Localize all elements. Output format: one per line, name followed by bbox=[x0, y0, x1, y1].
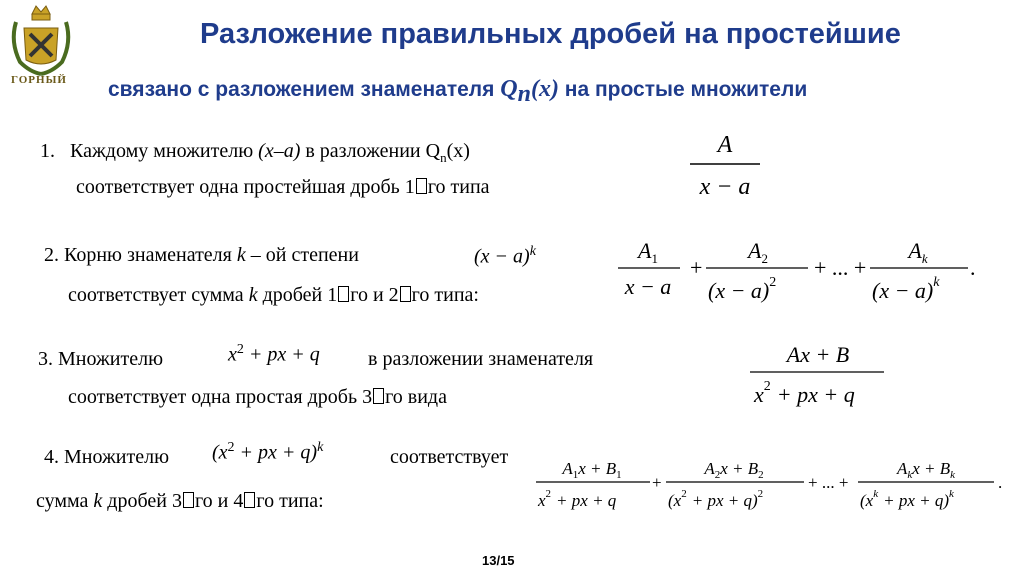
num-sub: k bbox=[907, 469, 913, 481]
item4-line2 bbox=[36, 490, 324, 513]
frac-den bbox=[872, 275, 940, 303]
ellipsis-sum: + ... + bbox=[814, 255, 867, 280]
item1-line2 bbox=[76, 176, 490, 199]
frac-num: Ax + B bbox=[786, 342, 850, 367]
item1-frac-den: x − a bbox=[699, 174, 751, 200]
item3-line1 bbox=[38, 348, 163, 371]
subscript: 2 bbox=[761, 251, 768, 266]
item4-line1 bbox=[44, 446, 169, 469]
den-rest: + px + q bbox=[556, 491, 617, 510]
logo-text: ГОРНЫЙ bbox=[11, 74, 67, 86]
den-power: 2 bbox=[757, 488, 764, 500]
A-term: A bbox=[638, 238, 652, 263]
frac-den bbox=[668, 488, 763, 510]
den-rest: + px + q) bbox=[691, 491, 758, 510]
den-exp: 2 bbox=[681, 488, 687, 500]
frac-den bbox=[860, 488, 955, 510]
frac-num bbox=[636, 238, 658, 266]
item1-factor: (x–a) bbox=[258, 140, 301, 162]
den-x: x bbox=[538, 491, 546, 510]
missing-glyph-box bbox=[338, 286, 349, 302]
page-number: 13/15 bbox=[482, 553, 515, 568]
frac-num bbox=[703, 459, 763, 481]
plus-sign: + bbox=[652, 473, 662, 492]
item2-line1 bbox=[44, 244, 359, 267]
item2-line2 bbox=[68, 284, 479, 307]
den-base: (x − a) bbox=[708, 278, 770, 303]
item2-line2-k: k bbox=[248, 284, 258, 306]
item1-line2-text: соответствует одна простейшая дробь 1 bbox=[76, 176, 415, 198]
period: . bbox=[970, 255, 976, 280]
den-rest: + px + q bbox=[776, 382, 855, 407]
num-A: A bbox=[704, 459, 715, 478]
item1-fraction bbox=[680, 124, 770, 208]
frac-den: x − a bbox=[624, 274, 672, 299]
missing-glyph-box bbox=[183, 492, 194, 508]
den-open: (x bbox=[668, 491, 682, 510]
num-sub2: k bbox=[950, 469, 956, 481]
den-exp: 2 bbox=[545, 488, 552, 500]
num-rest: x + B bbox=[720, 459, 759, 478]
missing-glyph-box bbox=[416, 178, 427, 194]
poly-exp: 2 bbox=[236, 342, 244, 357]
den-exp: k bbox=[933, 275, 940, 290]
item3-line2 bbox=[68, 386, 447, 409]
subtitle-n: n bbox=[517, 81, 531, 108]
item2-text-b: – ой степени bbox=[250, 244, 359, 266]
frac-num bbox=[896, 459, 956, 481]
frac-num bbox=[746, 238, 768, 266]
item2-power-exp: k bbox=[529, 244, 536, 259]
ellipsis-sum: + ... + bbox=[808, 473, 849, 492]
poly-rest: + px + q) bbox=[239, 441, 318, 464]
missing-glyph-box bbox=[244, 492, 255, 508]
item2-formula bbox=[608, 228, 1008, 316]
subtitle-Q: Q bbox=[500, 76, 518, 102]
item4-line2-text: сумма bbox=[36, 490, 89, 512]
den-rest: + px + q) bbox=[883, 491, 950, 510]
num-rest: x + B bbox=[578, 459, 617, 478]
item4-poly bbox=[212, 440, 323, 465]
subtitle-text: связано с разложением знаменателя bbox=[108, 78, 495, 101]
frac-num bbox=[906, 238, 927, 266]
frac-num bbox=[561, 459, 621, 481]
item1-frac-num: A bbox=[717, 132, 733, 158]
item3-poly bbox=[228, 342, 320, 367]
missing-glyph-box bbox=[373, 388, 384, 404]
poly-rest: + px + q bbox=[248, 343, 320, 366]
den-exp: k bbox=[873, 488, 879, 500]
subscript: k bbox=[921, 251, 928, 266]
period: . bbox=[998, 473, 1003, 492]
item4-text: 4. Множителю bbox=[44, 446, 170, 468]
num-A: A bbox=[896, 459, 908, 478]
item2-power bbox=[474, 244, 536, 269]
item1-line2-text-b: го типа bbox=[427, 176, 490, 198]
item2-text: 2. Корню знаменателя bbox=[44, 244, 232, 266]
page-subtitle bbox=[108, 76, 807, 108]
A-term: A bbox=[748, 238, 762, 263]
item3-line2-text: соответствует одна простая дробь 3 bbox=[68, 386, 373, 408]
crest-icon bbox=[6, 2, 76, 76]
item4-formula bbox=[528, 450, 1020, 524]
item3-text-b: в разложении знаменателя bbox=[368, 348, 594, 370]
item3-line2-text-b: го вида bbox=[385, 386, 447, 408]
item1-text: Каждому множителю bbox=[70, 140, 254, 162]
den-open: (x bbox=[860, 491, 874, 510]
num-rest: x + B bbox=[912, 459, 951, 478]
item4-text-b: соответствует bbox=[390, 446, 509, 468]
item1-line1 bbox=[40, 140, 470, 166]
subscript: 1 bbox=[651, 251, 658, 266]
frac-den bbox=[708, 275, 776, 303]
item2-line2-text-b: дробей 1 bbox=[262, 284, 338, 306]
item4-line2-text-d: го типа: bbox=[256, 490, 324, 512]
item3-text: 3. Множителю bbox=[38, 348, 164, 370]
plus-sign: + bbox=[690, 255, 703, 280]
item1-Q: Q bbox=[425, 140, 441, 162]
missing-glyph-box bbox=[400, 286, 411, 302]
item1-number: 1. bbox=[40, 140, 55, 162]
A-term: A bbox=[908, 238, 922, 263]
den-exp: 2 bbox=[763, 379, 771, 394]
num-A: A bbox=[562, 459, 573, 478]
item2-line2-text: соответствует сумма bbox=[68, 284, 244, 306]
num-sub: 2 bbox=[714, 469, 721, 481]
frac-den bbox=[753, 379, 855, 407]
poly-x: x bbox=[228, 343, 237, 366]
page-title: Разложение правильных дробей на простейшие bbox=[200, 18, 901, 50]
den-power: k bbox=[949, 488, 954, 500]
den-x: x bbox=[754, 382, 764, 407]
item4-line2-text-c: го и 4 bbox=[194, 490, 244, 512]
poly-exp: 2 bbox=[227, 440, 235, 455]
item4-line2-text-b: дробей 3 bbox=[107, 490, 182, 512]
subtitle-text-end: на простые множители bbox=[564, 78, 808, 101]
item1-x: (x) bbox=[446, 140, 470, 162]
poly-open: (x bbox=[212, 441, 228, 464]
den-base: (x − a) bbox=[872, 278, 934, 303]
item4-line2-k: k bbox=[93, 490, 103, 512]
frac-den bbox=[537, 488, 617, 510]
item1-text-b: в разложении bbox=[305, 140, 421, 162]
den-exp: 2 bbox=[769, 275, 777, 290]
num-sub2: 2 bbox=[758, 469, 764, 481]
subtitle-x: (x) bbox=[530, 76, 559, 102]
item2-line2-text-c: го и 2 bbox=[350, 284, 399, 306]
item3-fraction bbox=[742, 336, 892, 416]
item1-n: n bbox=[440, 150, 447, 165]
item2-line2-text-d: го типа: bbox=[411, 284, 479, 306]
item2-k: k bbox=[236, 244, 246, 266]
num-sub2: 1 bbox=[616, 469, 622, 481]
item2-power-base: (x − a) bbox=[474, 245, 530, 268]
num-sub: 1 bbox=[572, 469, 579, 481]
poly-k: k bbox=[317, 440, 324, 455]
